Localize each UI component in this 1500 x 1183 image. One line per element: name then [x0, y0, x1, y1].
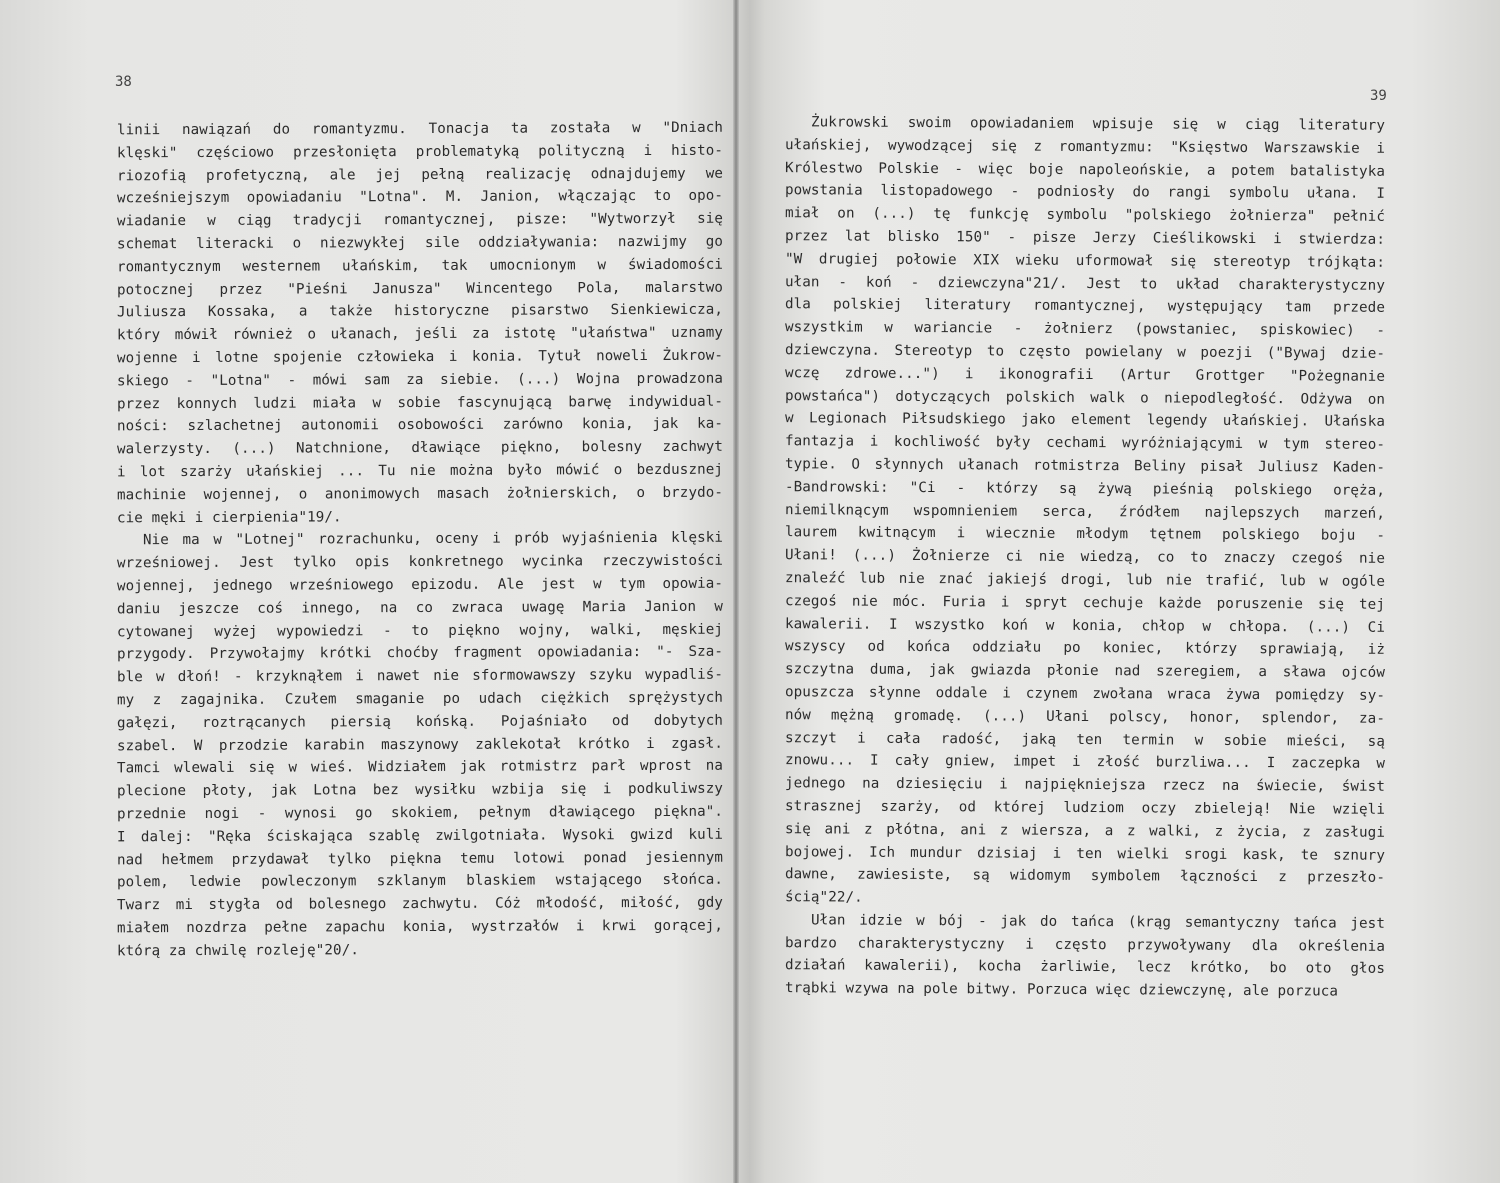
text-line: szczytna duma, jak gwiazda płonie nad szeregiem, a sława ojców	[784, 661, 1386, 681]
text-line: potocznej przez "Pieśni Janusza" Wincentego Pola, malarstwo	[116, 279, 724, 298]
text-line: Ułan idzie w bój - jak do tańca (krąg semantyczny tańca jest	[810, 912, 1386, 932]
text-line: gałęzi, roztrącanych piersią końską. Pojaśniało od dobytych	[116, 712, 724, 732]
text-line: wojennej, jednego wrześniowego epizodu. Ale jest w tym opowia-	[116, 575, 724, 595]
text-line: wczę zdrowe...") i ikonografii (Artur Grottger "Pożegnanie	[784, 364, 1386, 385]
text-line: schemat literacki o niezwykłej sile oddziaływania: nazwijmy go	[116, 233, 724, 253]
text-line: wszyscy od końca oddziału po koniec, którzy sprawiają, iż	[784, 638, 1386, 659]
text-line: wcześniejszym opowiadaniu "Lotna". M. Janion, włączając to opo-	[116, 188, 724, 207]
text-line: dawne, zawiesiste, są widomym symbolem łączności z przeszło-	[784, 866, 1386, 887]
text-line: wrześniowej. Jest tylko opis konkretnego wycinka rzeczywistości	[116, 552, 724, 572]
text-line: Juliusza Kossaka, a także historyczne pisarstwo Sienkiewicza,	[116, 302, 724, 321]
text-line: ble w dłoń! - krzyknąłem i nawet nie sformowawszy szyku wypadliś-	[116, 666, 724, 686]
book-gutter	[733, 0, 739, 1183]
text-line: się ani z płótna, ani z wiersza, a z walki, z życia, z zasługi	[784, 820, 1386, 841]
text-line: Tamci wlewali się w wieś. Widziałem jak rotmistrz parł wprost na	[116, 757, 724, 777]
text-line: nad hełmem przydawał tylko piękna temu lotowi ponad jesiennym	[116, 849, 724, 868]
text-line: szabel. W przodzie karabin maszynowy zaklekotał krótko i zgasł.	[116, 735, 724, 754]
text-line: wiadanie w ciąg tradycji romantycznej, pisze: "Wytworzył się	[116, 210, 724, 230]
text-line: powstańca") dotyczących polskich walk o niepodległość. Odżywa on	[784, 387, 1386, 408]
text-line: linii nawiązań do romantyzmu. Tonacja ta została w "Dniach	[116, 119, 724, 139]
text-line: wojenne i lotne spojenie człowieka i konia. Tytuł noweli Żukrow-	[116, 347, 724, 367]
text-line: nów mężną gromadę. (...) Ułani polscy, honor, splendor, za-	[784, 706, 1386, 727]
text-line: szczyt i cała radość, jaką ten termin w sobie mieści, są	[784, 729, 1386, 750]
text-line: przez lat blisko 150" - pisze Jerzy Cieślikowski i stwierdza:	[784, 228, 1386, 248]
text-line: znowu... I cały gniew, impet i złość burzliwa... I zaczepka w	[784, 752, 1386, 773]
text-line: bardzo charakterystyczny i często przywoływany dla określenia	[784, 934, 1386, 955]
text-line: trąbki wzywa na pole bitwy. Porzuca więc dziewczynę, ale porzuca	[784, 980, 1339, 1000]
text-line: typie. O słynnych ułanach rotmistrza Beliny pisał Juliusz Kaden-	[784, 456, 1386, 476]
text-line: plecione płoty, jak Lotna bez wysiłku wzbija się i podkuliwszy	[116, 780, 724, 800]
text-line: skiego - "Lotna" - mówi sam za siebie. (...) Wojna prowadzona	[116, 370, 724, 390]
text-line: czegoś nie móc. Furia i spryt cechuje każde poruszenie się tej	[784, 592, 1386, 613]
text-line: dla polskiej literatury romantycznej, występujący tam przede	[784, 296, 1386, 317]
text-line: w Legionach Piłsudskiego jako element legendy ułańskiej. Ułańska	[784, 410, 1386, 431]
text-line: ułan - koń - dziewczyna"21/. Jest to układ charakterystyczny	[784, 273, 1386, 294]
text-line: działań kawalerii), kocha żarliwie, lecz krótko, bo oto głos	[784, 957, 1386, 978]
text-line: -Bandrowski: "Ci - którzy są żywą pieśnią polskiego oręża,	[784, 478, 1386, 499]
text-line: i lot szarży ułańskiej ... Tu nie można było mówić o bezdusznej	[116, 461, 724, 481]
text-line: Królestwo Polskie - więc boje napoleońskie, a potem batalistyka	[784, 159, 1386, 180]
text-line: niemilknącym wspomnieniem serca, źródłem najlepszych marzeń,	[784, 501, 1386, 522]
text-line: daniu jeszcze coś innego, na co zwraca uwagę Maria Janion w	[116, 598, 724, 618]
text-line: Żukrowski swoim opowiadaniem wpisuje się w ciąg literatury	[810, 114, 1386, 134]
text-line: ścią"22/.	[784, 889, 863, 906]
text-line: opuszcza słynne oddale i czynem zwołana wraca żywa pomiędzy sy-	[784, 684, 1386, 704]
text-line: jednego na dziesięciu i najpiękniejsza rzecz na świecie, świst	[784, 775, 1386, 795]
text-line: fantazja i kochliwość były cechami wyróżniającymi w tym stereo-	[784, 433, 1386, 453]
text-line: znaleźć lub nie znać jakiejś drogi, lub nie trafić, lub w ogóle	[784, 570, 1386, 590]
text-line: przednie nogi - wynosi go skokiem, pełnym dławiącego piękna".	[116, 803, 724, 823]
left-page	[0, 0, 733, 1183]
text-line: którą za chwilę rozleję"20/.	[116, 941, 360, 960]
text-line: ułańskiej, wywodzącej się z romantyzmu: "Księstwo Warszawskie i	[784, 136, 1386, 157]
text-line: miał on (...) tę funkcję symbolu "polskiego żołnierza" pełnić	[784, 205, 1386, 226]
page-text	[117, 118, 723, 961]
text-line: bojowej. Ich mundur dzisiaj i ten wielki srogi kask, te sznury	[784, 843, 1386, 864]
page-number: 38	[115, 74, 132, 90]
text-line: cytowanej wyżej wypowiedzi - to piękno wojny, walki, męskiej	[116, 621, 724, 640]
text-line: polem, ledwie powleczonym szklanym blaskiem wstającego słońca.	[116, 871, 724, 891]
page-text	[785, 113, 1385, 1002]
text-line: powstania listopadowego - podniosły do rangi symbolu ułana. I	[784, 182, 1386, 203]
text-line: który mówił również o ułanach, jeśli za istotę "ułaństwa" uznamy	[116, 324, 724, 344]
text-line: Nie ma w "Lotnej" rozrachunku, oceny i prób wyjaśnienia klęski	[142, 530, 724, 549]
text-line: laurem kwitnącym i wiecznie młodym tętnem polskiego boju -	[784, 524, 1386, 545]
text-line: przygody. Przywołajmy krótki choćby fragment opowiadania: "- Sza-	[116, 644, 724, 663]
text-line: Ułani! (...) Żołnierze ci nie wiedzą, co to znaczy czegoś nie	[784, 547, 1386, 567]
text-line: riozofią profetyczną, ale jej pełną realizację odnajdujemy we	[116, 165, 724, 184]
text-line: klęski" częściowo przesłonięta problematyką polityczną i histo-	[116, 142, 724, 162]
text-line: dziewczyna. Stereotyp to często powielany w poezji ("Bywaj dzie-	[784, 342, 1386, 362]
page-number: 39	[1370, 88, 1387, 104]
right-page	[740, 0, 1500, 1183]
text-line: "W drugiej połowie XIX wieku uformował się stereotyp trójkąta:	[784, 250, 1386, 271]
text-line: machinie wojennej, o anonimowych masach żołnierskich, o brzydo-	[116, 484, 724, 504]
text-line: my z zagajnika. Czułem smaganie po udach ciężkich sprężystych	[116, 689, 724, 709]
text-line: przez konnych ludzi miała w sobie fascynującą barwę indywidual-	[116, 393, 724, 412]
text-line: kawalerii. I wszystko koń w konia, chłop w chłopa. (...) Ci	[784, 615, 1386, 636]
text-line: ności: szlachetnej autonomii osobowości zarówno konia, jak ka-	[116, 416, 724, 435]
text-line: Twarz mi stygła od bolesnego zachwytu. Cóż młodość, miłość, gdy	[116, 894, 724, 914]
text-line: cie męki i cierpienia"19/.	[116, 508, 342, 526]
text-line: I dalej: "Ręka ściskająca szablę zwilgotniała. Wysoki gwizd kuli	[116, 826, 724, 846]
text-line: miałem nozdrza pełne zapachu konia, wystrzałów i krwi gorącej,	[116, 917, 724, 937]
text-line: strasznej szarży, od której ludziom oczy zbieleją! Nie wzięli	[784, 798, 1386, 818]
text-line: romantycznym westernem ułańskim, tak umocnionym w świadomości	[116, 256, 724, 276]
text-line: walerzysty. (...) Natchnione, dławiące piękno, bolesny zachwyt	[116, 438, 724, 458]
text-line: wszystkim w wariancie - żołnierz (powstaniec, spiskowiec) -	[784, 319, 1386, 340]
